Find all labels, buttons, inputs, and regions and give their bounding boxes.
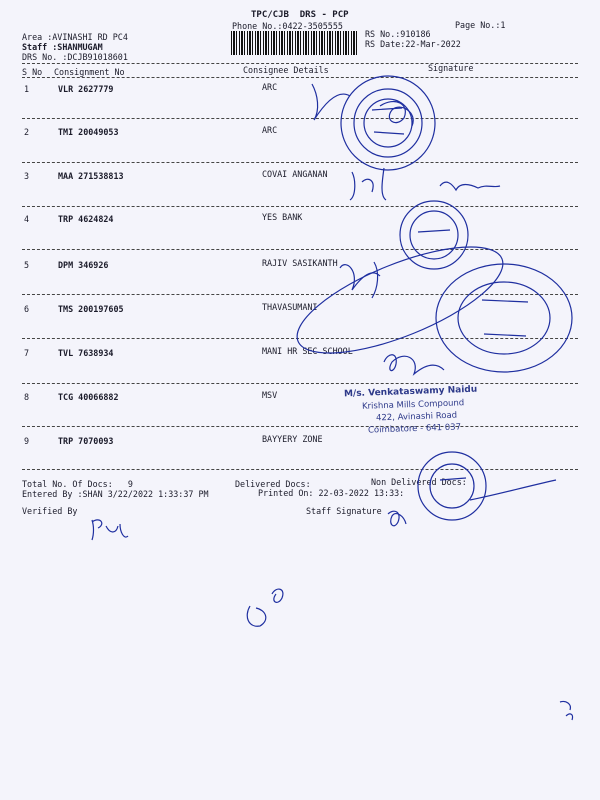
row-divider: [22, 118, 578, 119]
row-consignment: TCG 40066882: [58, 392, 119, 402]
verified-by: Verified By: [22, 506, 78, 516]
row-consignee: BAYYERY ZONE: [262, 434, 323, 444]
divider: [22, 77, 578, 78]
row-consignment: TRP 4624824: [58, 214, 114, 224]
row-consignment: TVL 7638934: [58, 348, 114, 358]
row-consignment: DPM 346926: [58, 260, 109, 270]
col-consignee: Consignee Details: [243, 65, 329, 75]
row-sno: 6: [24, 304, 30, 314]
col-signature: Signature: [428, 63, 474, 73]
row-consignee: YES BANK: [262, 212, 303, 222]
row-divider: [22, 162, 578, 163]
row-sno: 9: [24, 436, 30, 446]
row-sno: 4: [24, 214, 30, 224]
drs-number: DRS No. :DCJB91018601: [22, 52, 128, 62]
entered-by: Entered By :SHAN 3/22/2022 1:33:37 PM: [22, 489, 209, 499]
row-divider: [22, 469, 578, 470]
delivered-docs: Delivered Docs:: [235, 479, 311, 489]
row-sno: 5: [24, 260, 30, 270]
row-sno: 2: [24, 127, 30, 137]
row-consignment: TMS 200197605: [58, 304, 124, 314]
row-divider: [22, 426, 578, 427]
col-consignment: Consignment No: [54, 67, 125, 77]
row-consignee: RAJIV SASIKANTH: [262, 258, 338, 268]
stamp-line-4: Coimbatore - 641 037: [367, 422, 462, 436]
rs-number: RS No.:910186: [365, 29, 431, 39]
page-number: Page No.:1: [455, 20, 506, 30]
row-sno: 3: [24, 171, 30, 181]
stamp-line-3: 422, Avinashi Road: [375, 410, 458, 424]
row-consignee: MSV: [262, 390, 278, 400]
barcode: [231, 31, 359, 55]
row-divider: [22, 338, 578, 339]
row-consignee: MANI HR SEC SCHOOL: [262, 346, 353, 356]
stamp-line-2: Krishna Mills Compound: [361, 398, 465, 412]
total-docs: Total No. Of Docs: 9: [22, 479, 133, 489]
row-consignment: TRP 7070093: [58, 436, 114, 446]
non-delivered-docs: Non Delivered Docs:: [371, 477, 467, 487]
row-consignment: VLR 2627779: [58, 84, 114, 94]
row-sno: 1: [24, 84, 30, 94]
area: Area :AVINASHI RD PC4: [22, 32, 128, 42]
row-consignment: MAA 271538813: [58, 171, 124, 181]
row-divider: [22, 294, 578, 295]
row-consignee: ARC: [262, 82, 278, 92]
row-sno: 8: [24, 392, 30, 402]
stamp-line-1: M/s. Venkataswamy Naidu: [343, 384, 478, 400]
staff-signature-label: Staff Signature: [306, 506, 382, 516]
row-consignee: ARC: [262, 125, 278, 135]
yes-bank-seal-icon: [400, 201, 468, 269]
col-sno: S No: [22, 67, 43, 77]
rs-date: RS Date:22-Mar-2022: [365, 39, 461, 49]
row-consignment: TMI 20049053: [58, 127, 119, 137]
row-divider: [22, 383, 578, 384]
row-consignee: THAVASUMANI: [262, 302, 318, 312]
printed-on: Printed On: 22-03-2022 13:33:: [258, 488, 405, 498]
row-consignee: COVAI ANGANAN: [262, 169, 328, 179]
row-divider: [22, 249, 578, 250]
document-title: TPC/CJB DRS - PCP: [251, 10, 349, 20]
staff: Staff :SHANMUGAM: [22, 42, 103, 52]
divider: [22, 63, 578, 64]
phone-number: Phone No.:0422-3505555: [232, 21, 343, 31]
arc-seal-icon: [341, 76, 435, 170]
hotel-seal-icon: [436, 264, 572, 372]
row-divider: [22, 206, 578, 207]
row-sno: 7: [24, 348, 30, 358]
